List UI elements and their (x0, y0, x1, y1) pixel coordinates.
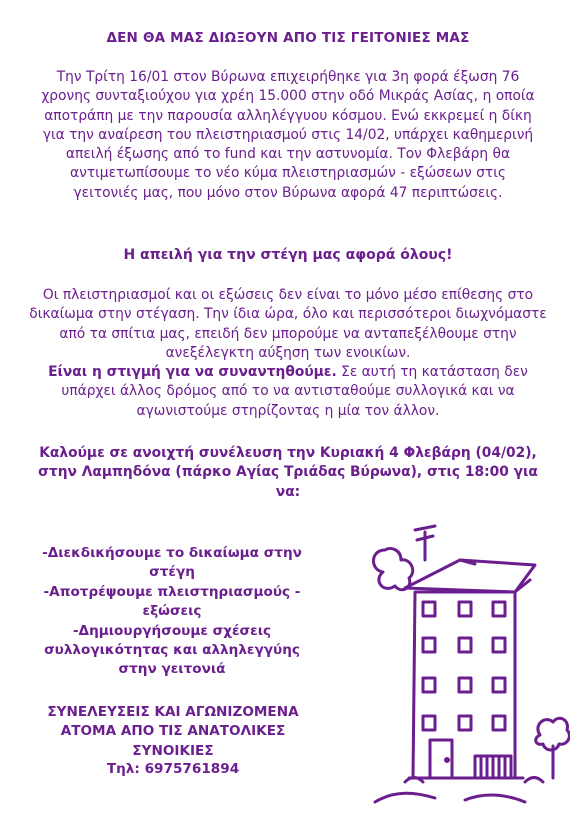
body-paragraph-start: Οι πλειστηριασμοί και οι εξώσεις δεν είναι το μόνο μέσο επίθεσης στο δικαίωμα στην στέγαση. Την ίδια ώρα, όλο και περισσότεροι διωχνόμαστε από τα σπίτια μας, επειδή δεν μπορούμε να ανταπεξέλθουμε στην ανεξέλεγκτη αύξηση των ενοικίων. (29, 287, 547, 361)
poster-title: ΔΕΝ ΘΑ ΜΑΣ ΔΙΩΞΟΥΝ ΑΠΟ ΤΙΣ ΓΕΙΤΟΝΙΕΣ ΜΑΣ (106, 30, 470, 46)
goals-list (30, 544, 314, 680)
body-paragraph (28, 286, 548, 421)
assembly-invitation: Καλούμε σε ανοιχτή συνέλευση την Κυριακή 4 Φλεβάρη (04/02), στην Λαμπηδόνα (πάρκο Αγίας Τριάδας Βύρωνα), στις 18:00 για να: (38, 445, 538, 500)
apartment-building-drawing (365, 520, 570, 810)
housing-threat-heading: Η απειλή για την στέγη μας αφορά όλους! (123, 247, 453, 263)
body-paragraph-end: Σε αυτή τη κατάσταση δεν υπάρχει άλλος δρόμος από το να αντισταθούμε συλλογικά και να αγωνιστούμε στηρίζοντας η μία τον άλλον. (61, 364, 528, 419)
goal-item: -Διεκδικήσουμε το δικαίωμα στην στέγη (42, 545, 302, 581)
body-paragraph-emphasis: Είναι η στιγμή για να συναντηθούμε. (48, 364, 337, 381)
signature: ΣΥΝΕΛΕΥΣΕΙΣ ΚΑΙ ΑΓΩΝΙΖΟΜΕΝΑ ΑΤΟΜΑ ΑΠΟ ΤΙΣ ΑΝΑΤΟΛΙΚΕΣ ΣΥΝΟΙΚΙΕΣ (47, 704, 299, 759)
intro-paragraph: Την Τρίτη 16/01 στον Βύρωνα επιχειρήθηκε για 3η φορά έξωση 76 χρονης συνταξιούχου για χρέη 15.000 στην οδό Μικράς Ασίας, η οποία αποτράπη με την παρουσία αλληλέγγυου κόσμου. Ενώ εκκρεμεί η δίκη για την αναίρεση του πλειστηριασμού στις 14/02, υπάρχει καθημερινή απειλή έξωσης από το fund και την αστυνομία. Τον Φλεβάρη θα αντιμετωπίσουμε το νέο κύμα πλειστηριασμών - εξώσεων στις γειτονιές μας, που μόνο στον Βύρωνα αφορά 47 περιπτώσεις. (41, 69, 535, 201)
goal-item: -Δημιουργήσουμε σχέσεις συλλογικότητας και αλληλεγγύης στην γειτονιά (44, 622, 300, 678)
phone-number: Τηλ: 6975761894 (106, 761, 240, 777)
goal-item: -Αποτρέψουμε πλειστηριασμούς - εξώσεις (43, 583, 301, 620)
